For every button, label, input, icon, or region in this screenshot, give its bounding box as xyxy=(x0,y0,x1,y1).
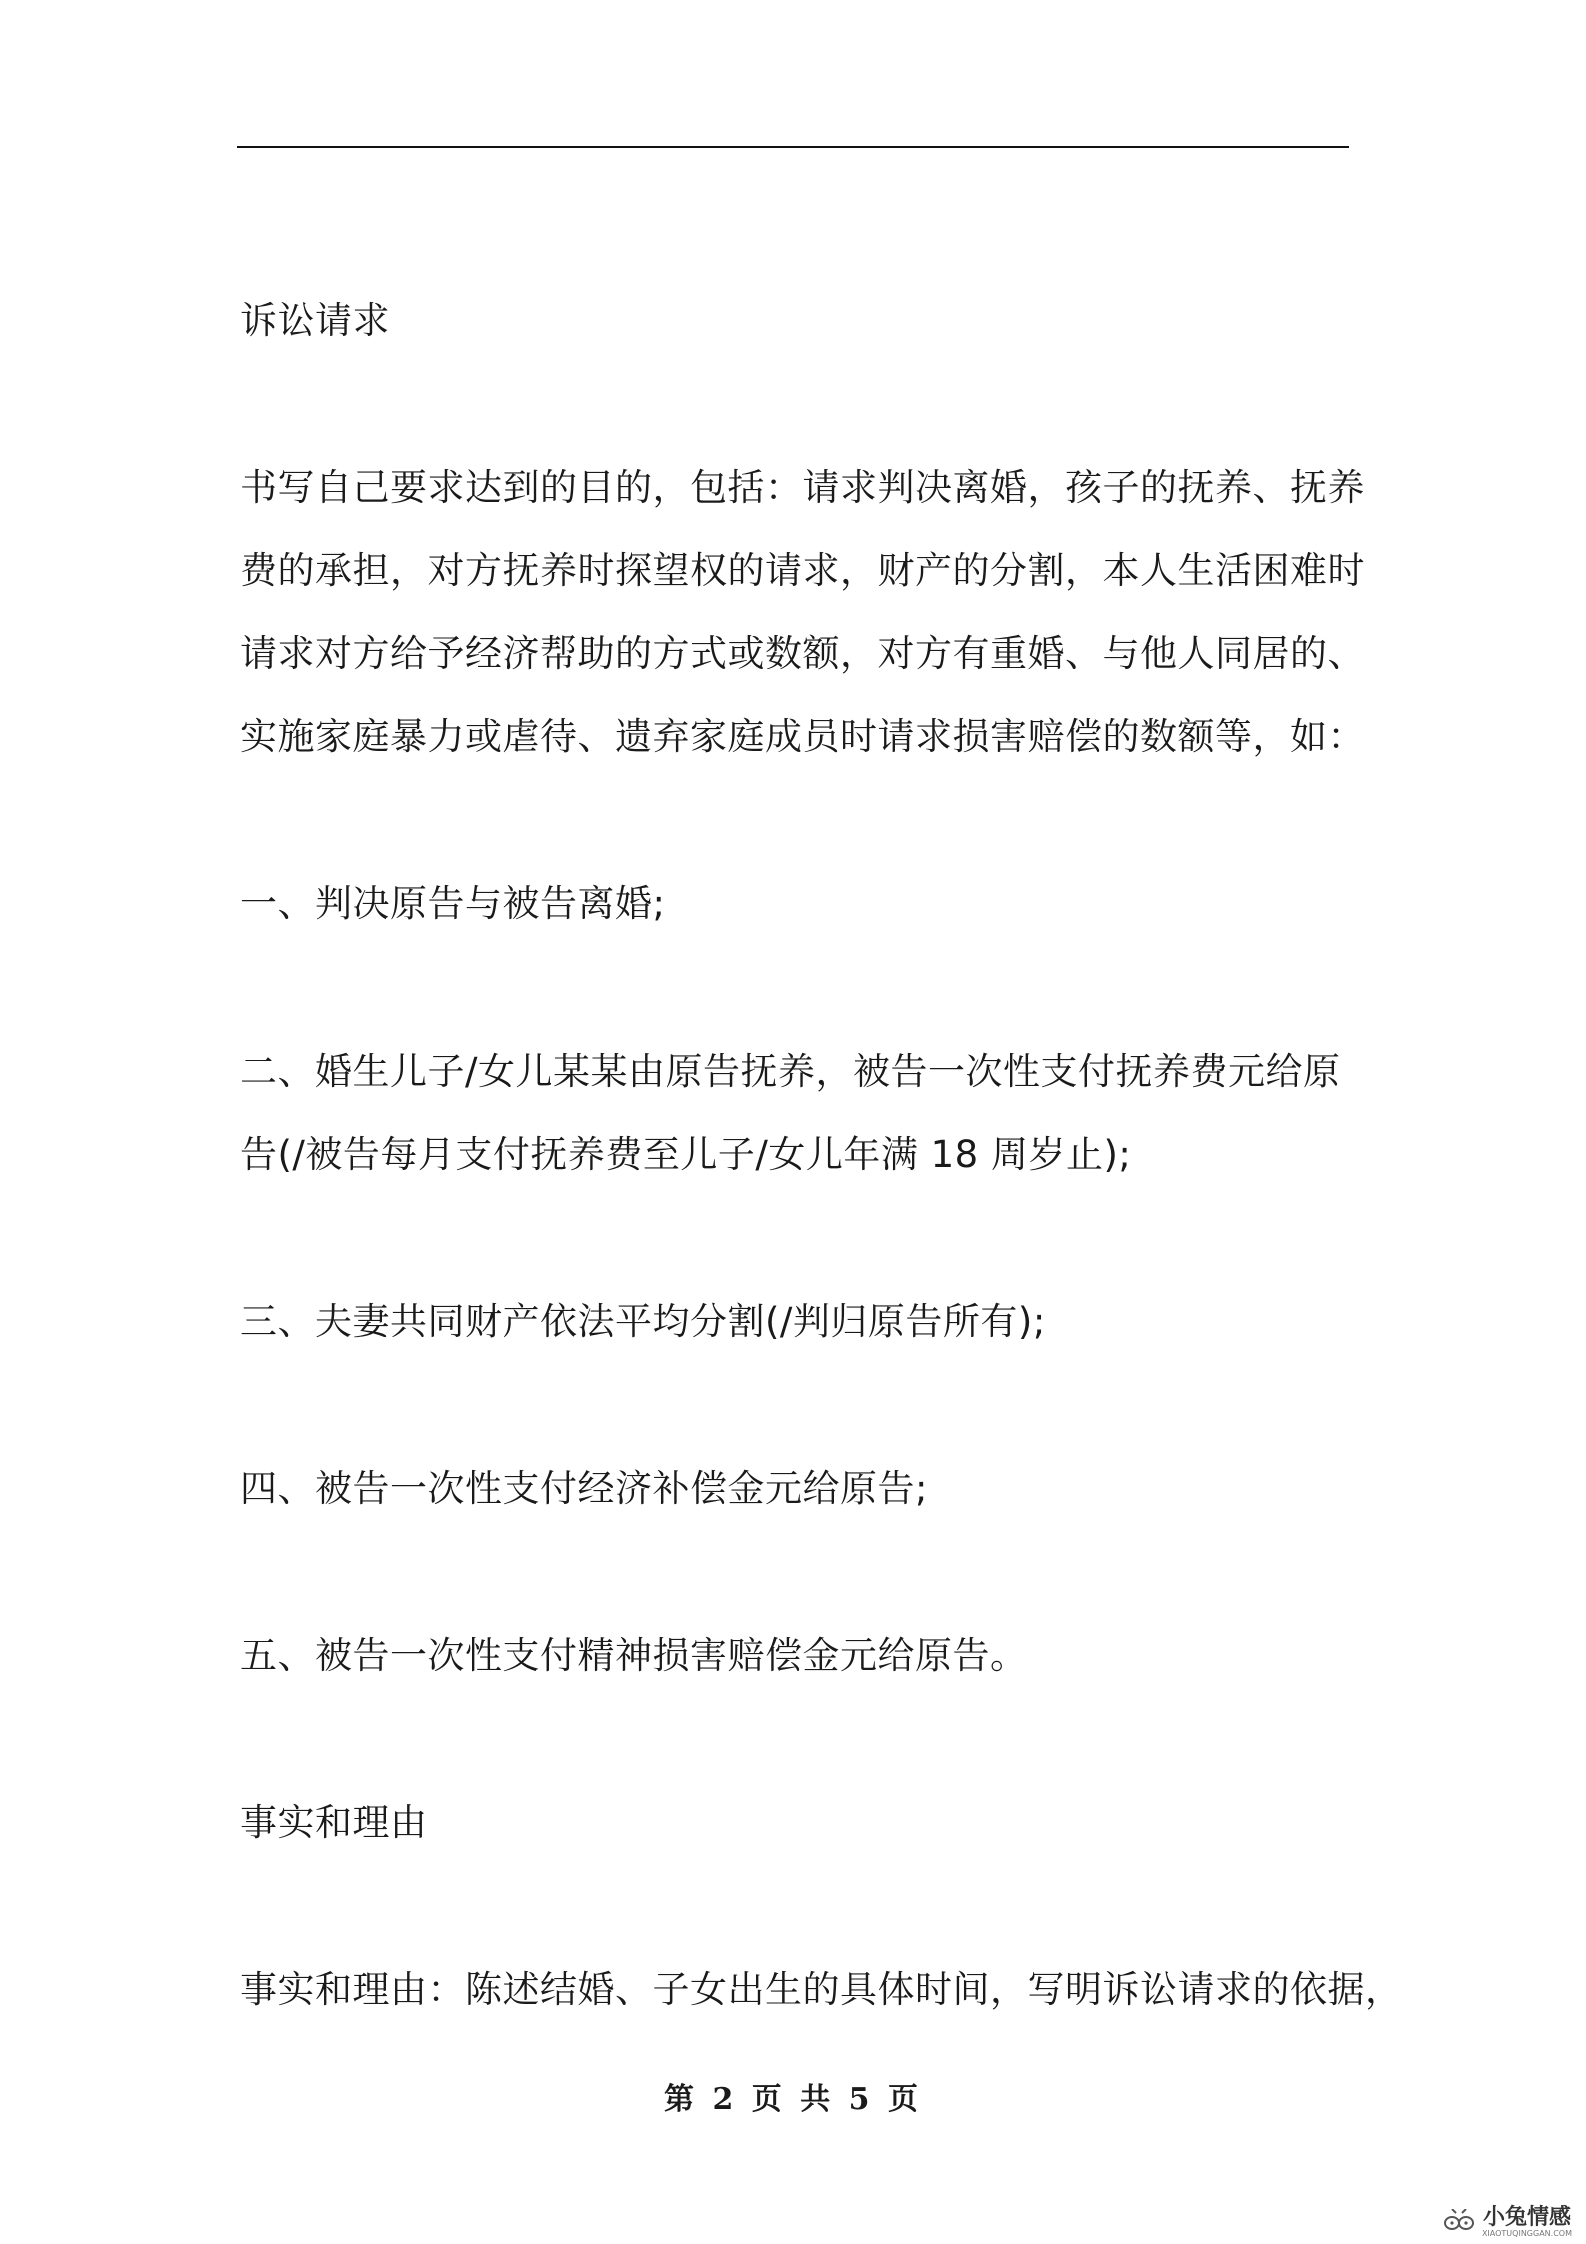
rabbit-logo-icon xyxy=(1442,2209,1476,2235)
claims-intro-line-3: 请求对方给予经济帮助的方式或数额，对方有重婚、与他人同居的、 xyxy=(240,632,1365,675)
header-rule xyxy=(237,146,1349,148)
facts-intro-line-1: 事实和理由：陈述结婚、子女出生的具体时间，写明诉讼请求的依据， xyxy=(240,1968,1403,2011)
claims-intro-line-2: 费的承担，对方抚养时探望权的请求，财产的分割，本人生活困难时 xyxy=(240,549,1365,592)
claims-intro-line-1: 书写自己要求达到的目的，包括：请求判决离婚，孩子的抚养、抚养 xyxy=(240,466,1365,509)
watermark-url: XIAOTUQINGGAN.COM xyxy=(1481,2229,1572,2238)
section-heading-facts: 事实和理由 xyxy=(240,1801,428,1844)
watermark-logo xyxy=(1442,2205,1572,2238)
claim-item-2-line-2: 告(/被告每月支付抚养费至儿子/女儿年满 18 周岁止); xyxy=(240,1133,1132,1176)
claim-item-3: 三、夫妻共同财产依法平均分割(/判归原告所有); xyxy=(240,1300,1046,1343)
watermark-name: 小兔情感 xyxy=(1482,2204,1571,2230)
section-heading-claims: 诉讼请求 xyxy=(240,299,390,342)
page-number-footer: 第 2 页 共 5 页 xyxy=(664,2082,922,2117)
claim-item-5: 五、被告一次性支付精神损害赔偿金元给原告。 xyxy=(240,1634,1028,1677)
claims-intro-line-4: 实施家庭暴力或虐待、遗弃家庭成员时请求损害赔偿的数额等，如： xyxy=(240,715,1365,758)
claim-item-2-line-1: 二、婚生儿子/女儿某某由原告抚养，被告一次性支付抚养费元给原 xyxy=(240,1050,1341,1093)
claim-item-1: 一、判决原告与被告离婚; xyxy=(240,882,666,925)
claim-item-4: 四、被告一次性支付经济补偿金元给原告; xyxy=(240,1467,928,1510)
